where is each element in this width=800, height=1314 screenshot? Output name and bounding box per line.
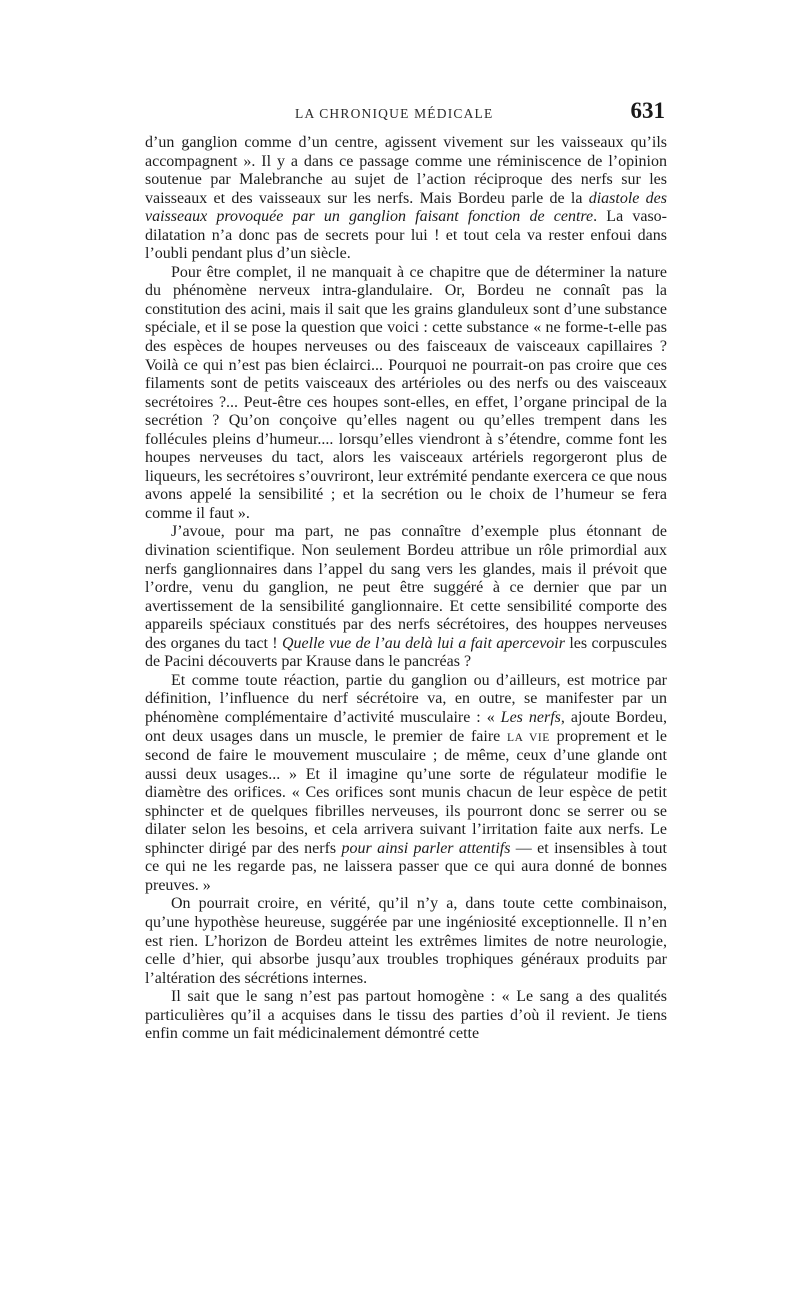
paragraph-4-smallcaps-la-vie: LA VIE <box>507 731 550 744</box>
running-header <box>145 98 665 132</box>
paragraph-6 <box>145 988 667 1044</box>
paragraph-2-text: Pour être complet, il ne manquait à ce chapitre que de déterminer la nature du phénomène nerveux intra-glandulaire. Or, Bordeu ne connaît pas la constitution des acini, mais il sait que les grains glanduleux sont d’une substance spéciale, et il se pose la question que voici : cette substance « ne forme-t-elle pas des espèces de houpes nerveuses ou des faisceaux de vaisceaux capillaires ? Voilà ce qui n’est pas bien éclairci... Pourquoi ne pourrait-on pas croire que ces filaments sont de petits vaisceaux des artérioles ou des nerfs ou des vaisceaux secrétoires ?... Peut-être ces houpes sont-elles, en effet, l’organe principal de la secrétion ? Qu’on conçoive qu’elles nagent ou qu’elles trempent dans les follécules pleins d’humeur.... lorsqu’elles viendront à s’étendre, comme font les houpes nerveuses du tact, alors les vaisceaux artériels regorgeront plus de liqueurs, les secrétoires s’ouvriront, leur extrémité pendante exercera ce que nous avons appelé la sensibilité ; et la secrétion ou le choix de l’humeur se fera comme il faut ». <box>145 263 667 522</box>
paragraph-4-italic-les-nerfs: Les nerfs <box>500 708 561 726</box>
paragraph-3 <box>145 523 667 671</box>
paragraph-3-part-1: J’avoue, pour ma part, ne pas connaître d’exemple plus étonnant de divination scientifique. Non seulement Bordeu attribue un rôle primordial aux nerfs ganglionnaires dans l’appel du sang vers les glandes, mais il prévoit que l’ordre, venu du ganglion, ne peut être suggéré à ce dernier que par un avertissement de la sensibilité ganglionnaire. Et cette sensibilité comporte des appareils spéciaux constitués par des nerfs sécrétoires, des houppes nerveuses des organes du tact ! <box>145 523 667 652</box>
paragraph-6-text: Il sait que le sang n’est pas partout homogène : « Le sang a des qualités particulières qu’il a acquises dans le tissu des parties d’où il revient. Je tiens enfin comme un fait médicinalement démontré cette <box>145 988 667 1043</box>
paragraph-4-part-1: Et comme toute réaction, partie du ganglion ou d’ailleurs, est motrice par définition, l’influence du nerf sécrétoire va, en outre, se manifester par un phénomène complémentaire d’activité musculaire : « <box>145 671 667 726</box>
paragraph-1-part-1: d’un ganglion comme d’un centre, agissent vivement sur les vaisseaux qu’ils accompagnent ». Il y a dans ce passage comme une réminiscence de l’opinion soutenue par Malebranche au sujet de l’action réciproque des nerfs sur les vaisseaux et des vaisseaux sur les nerfs. Mais Bordeu parle de la <box>145 134 667 207</box>
page-number: 631 <box>630 98 665 123</box>
paragraph-4 <box>145 672 667 896</box>
paragraph-4-part-2: , ajoute Bordeu, ont deux usages dans un muscle, le premier de faire <box>145 708 668 745</box>
paragraph-4-part-3: proprement et le second de faire le mouvement musculaire ; de même, ceux d’une glande ont aussi deux usages... » Et il imagine qu’une sorte de régulateur modifie le diamètre des orifices. « Ces orifices sont munis chacun de leur espèce de petit sphincter et de quelques fibrilles nerveuses, ils pourront donc se serrer ou se dilater selon les besoins, et cela arrivera suivant l’irritation faite aux nerfs. Le sphincter dirigé par des nerfs <box>145 727 668 857</box>
paragraph-3-italic-phrase: Quelle vue de l’au delà lui a fait apercevoir <box>281 634 565 652</box>
paragraph-4-part-4: — et insensibles à tout ce qui ne les regarde pas, ne laissera passer que ce qui aura donné de bonnes preuves. » <box>145 839 667 894</box>
paragraph-1-italic-phrase: diastole des vaisseaux provoquée par un ganglion faisant fonction de centre <box>145 189 667 226</box>
paragraph-4-italic-phrase: pour ainsi parler attentifs <box>341 839 511 857</box>
paragraph-2 <box>145 264 667 524</box>
paragraph-1-part-2: . La vaso-dilatation n’a donc pas de secrets pour lui ! et tout cela va rester enfoui dans l’oubli pendant plus d’un siècle. <box>145 208 667 263</box>
body-text <box>145 134 667 1044</box>
paragraph-1 <box>145 134 667 264</box>
paragraph-5-text: On pourrait croire, en vérité, qu’il n’y a, dans toute cette combinaison, qu’une hypothèse heureuse, suggérée par une ingéniosité exceptionnelle. Il n’en est rien. L’horizon de Bordeu atteint les extrêmes limites de notre neurologie, celle d’hier, qui absorbe jusqu’aux troubles trophiques généraux produits par l’altération des sécrétions internes. <box>145 895 667 987</box>
running-title: LA CHRONIQUE MÉDICALE <box>295 106 494 121</box>
paragraph-5 <box>145 895 667 988</box>
paragraph-3-part-2: les corpuscules de Pacini découverts par Krause dans le pancréas ? <box>145 634 667 671</box>
